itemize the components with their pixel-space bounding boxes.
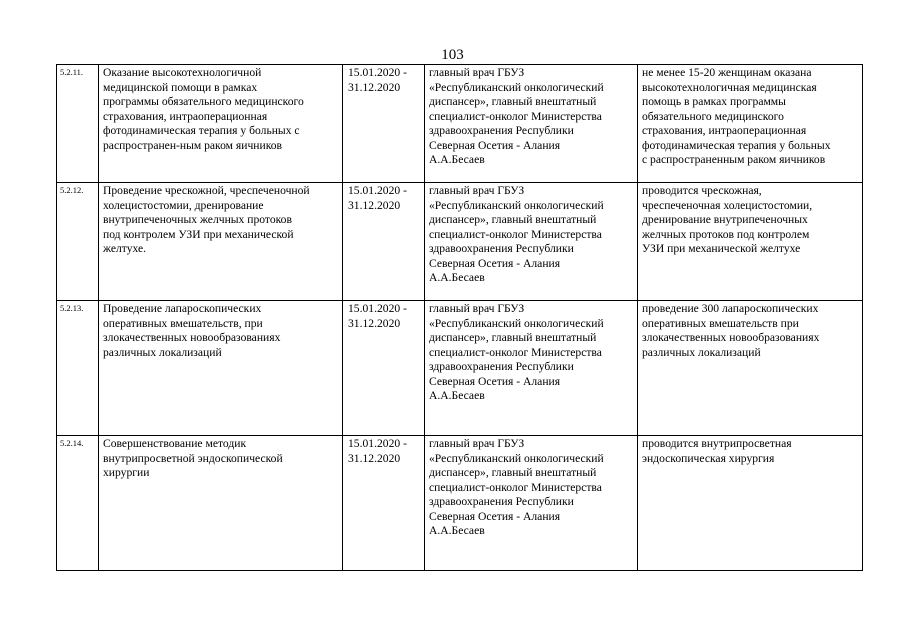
date-range: 15.01.2020 - 31.12.2020 (343, 436, 425, 571)
table-row (57, 436, 863, 571)
responsible-person: главный врач ГБУЗ «Республиканский онкологический диспансер», главный внештатный специалист-онколог Министерства здравоохранения Республики Северная Осетия - Алания А.А.Бесаев (425, 301, 638, 436)
expected-result: проведение 300 лапароскопических оперативных вмешательств при злокачественных новообразованиях различных локализаций (638, 301, 863, 436)
event-description: Проведение лапароскопических оперативных вмешательств, при злокачественных новообразованиях различных локализаций (99, 301, 343, 436)
item-number: 5.2.13. (57, 301, 99, 436)
page-number: 103 (441, 47, 464, 63)
date-range: 15.01.2020 - 31.12.2020 (343, 183, 425, 301)
expected-result: проводится внутрипросветная эндоскопическая хирургия (638, 436, 863, 571)
date-range: 15.01.2020 - 31.12.2020 (343, 301, 425, 436)
table-row (57, 301, 863, 436)
item-number: 5.2.12. (57, 183, 99, 301)
responsible-person: главный врач ГБУЗ «Республиканский онкологический диспансер», главный внештатный специалист-онколог Министерства здравоохранения Республики Северная Осетия - Алания А.А.Бесаев (425, 436, 638, 571)
item-number: 5.2.11. (57, 65, 99, 183)
event-description: Оказание высокотехнологичной медицинской помощи в рамках программы обязательного медицинского страхования, интраоперационная фотодинамическая терапия у больных с распространен-ным раком яичников (99, 65, 343, 183)
activities-table (56, 64, 863, 571)
table-row (57, 183, 863, 301)
expected-result: проводится чрескожная, чреспеченочная холецистостомии, дренирование внутрипеченочных желчных протоков под контролем УЗИ при механической желтухе (638, 183, 863, 301)
responsible-person: главный врач ГБУЗ «Республиканский онкологический диспансер», главный внештатный специалист-онколог Министерства здравоохранения Республики Северная Осетия - Алания А.А.Бесаев (425, 183, 638, 301)
item-number: 5.2.14. (57, 436, 99, 571)
responsible-person: главный врач ГБУЗ «Республиканский онкологический диспансер», главный внештатный специалист-онколог Министерства здравоохранения Республики Северная Осетия - Алания А.А.Бесаев (425, 65, 638, 183)
event-description: Проведение чрескожной, чреспеченочной холецистостомии, дренирование внутрипеченочных желчных протоков под контролем УЗИ при механической желтухе. (99, 183, 343, 301)
event-description: Совершенствование методик внутрипросветной эндоскопической хирургии (99, 436, 343, 571)
expected-result: не менее 15-20 женщинам оказана высокотехнологичная медицинская помощь в рамках программы обязательного медицинского страхования, интраоперационная фотодинамическая терапия у больных с распространенным раком яичников (638, 65, 863, 183)
date-range: 15.01.2020 - 31.12.2020 (343, 65, 425, 183)
table-row (57, 65, 863, 183)
